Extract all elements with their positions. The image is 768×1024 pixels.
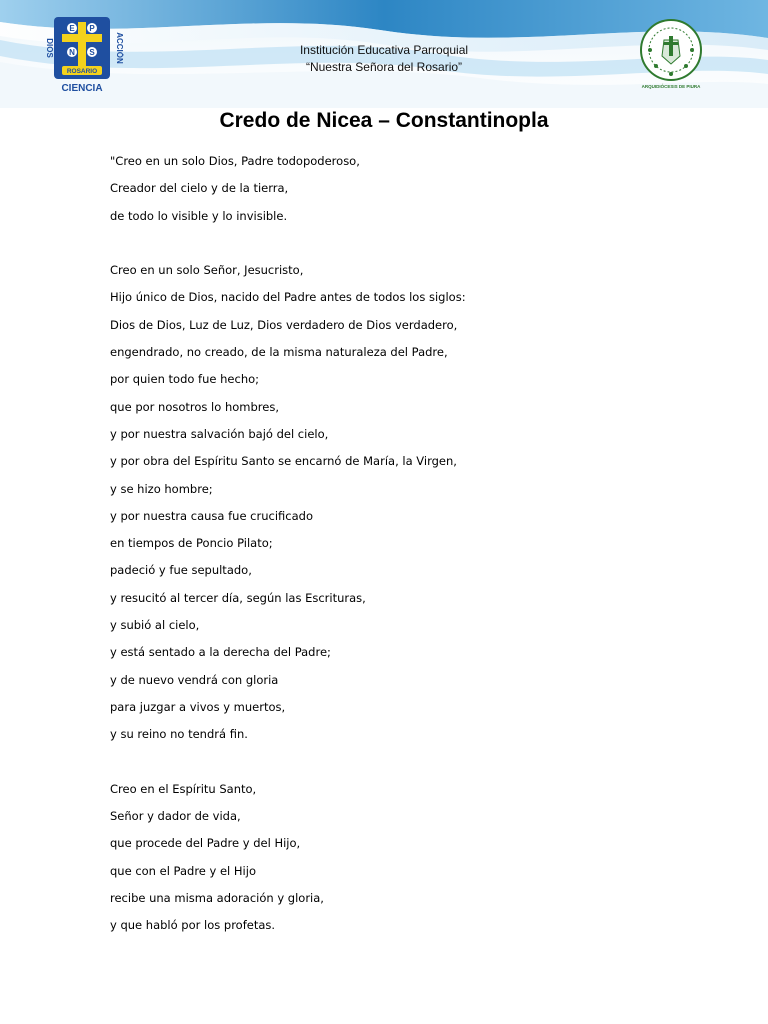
creed-line: y resucitó al tercer día, según las Escrituras, (110, 590, 366, 605)
creed-line: y de nuevo vendrá con gloria (110, 672, 279, 687)
creed-line: recibe una misma adoración y gloria, (110, 891, 324, 906)
creed-line: y se hizo hombre; (110, 481, 213, 496)
creed-line: y por nuestra salvación bajó del cielo, (110, 426, 329, 441)
creed-line: y por nuestra causa fue crucificado (110, 508, 313, 523)
svg-text:P: P (89, 24, 95, 33)
svg-text:E: E (69, 24, 75, 33)
svg-text:N: N (69, 48, 75, 57)
diocese-seal (634, 18, 708, 90)
creed-line: Creador del cielo y de la tierra, (110, 181, 289, 196)
creed-line: Creo en un solo Señor, Jesucristo, (110, 263, 304, 278)
svg-text:DIOS: DIOS (45, 38, 54, 58)
creed-line: y por obra del Espíritu Santo se encarnó de María, la Virgen, (110, 454, 457, 469)
creed-line: y que habló por los profetas. (110, 918, 276, 933)
svg-text:S: S (89, 48, 95, 57)
svg-text:ROSARIO: ROSARIO (66, 68, 98, 75)
creed-text (110, 148, 670, 940)
creed-line: en tiempos de Poncio Pilato; (110, 536, 273, 551)
creed-line: Señor y dador de vida, (110, 809, 241, 824)
institution-subtitle: “Nuestra Señora del Rosario” (305, 60, 463, 74)
creed-line: y subió al cielo, (110, 618, 200, 633)
creed-line: por quien todo fue hecho; (110, 372, 260, 387)
svg-text:ACCIÓN: ACCIÓN (115, 32, 124, 64)
creed-line: de todo lo visible y lo invisible. (110, 208, 288, 223)
stanza-gap (110, 230, 670, 257)
document-title: Credo de Nicea – Constantinopla (219, 109, 549, 132)
creed-line: Hijo único de Dios, nacido del Padre antes de todos los siglos: (110, 290, 466, 305)
creed-line: que con el Padre y el Hijo (110, 863, 256, 878)
creed-line: para juzgar a vivos y muertos, (110, 699, 286, 714)
creed-line: "Creo en un solo Dios, Padre todopoderoso, (110, 154, 360, 168)
creed-line: y está sentado a la derecha del Padre; (110, 645, 331, 660)
creed-line: y su reino no tendrá fin. (110, 727, 248, 742)
creed-line: Creo en el Espíritu Santo, (110, 781, 257, 796)
stanza-gap (110, 749, 670, 776)
creed-line: que por nosotros lo hombres, (110, 399, 279, 414)
creed-line: engendrado, no creado, de la misma naturaleza del Padre, (110, 345, 448, 360)
institution-name: Institución Educativa Parroquial (299, 43, 469, 57)
svg-text:CIENCIA: CIENCIA (61, 83, 103, 94)
letterhead (0, 0, 768, 108)
creed-line: Dios de Dios, Luz de Luz, Dios verdadero de Dios verdadero, (110, 317, 458, 332)
creed-line: padeció y fue sepultado, (110, 563, 252, 578)
creed-line: que procede del Padre y del Hijo, (110, 836, 301, 851)
svg-text:ARQUIDIÓCESIS DE PIURA: ARQUIDIÓCESIS DE PIURA (641, 84, 701, 89)
